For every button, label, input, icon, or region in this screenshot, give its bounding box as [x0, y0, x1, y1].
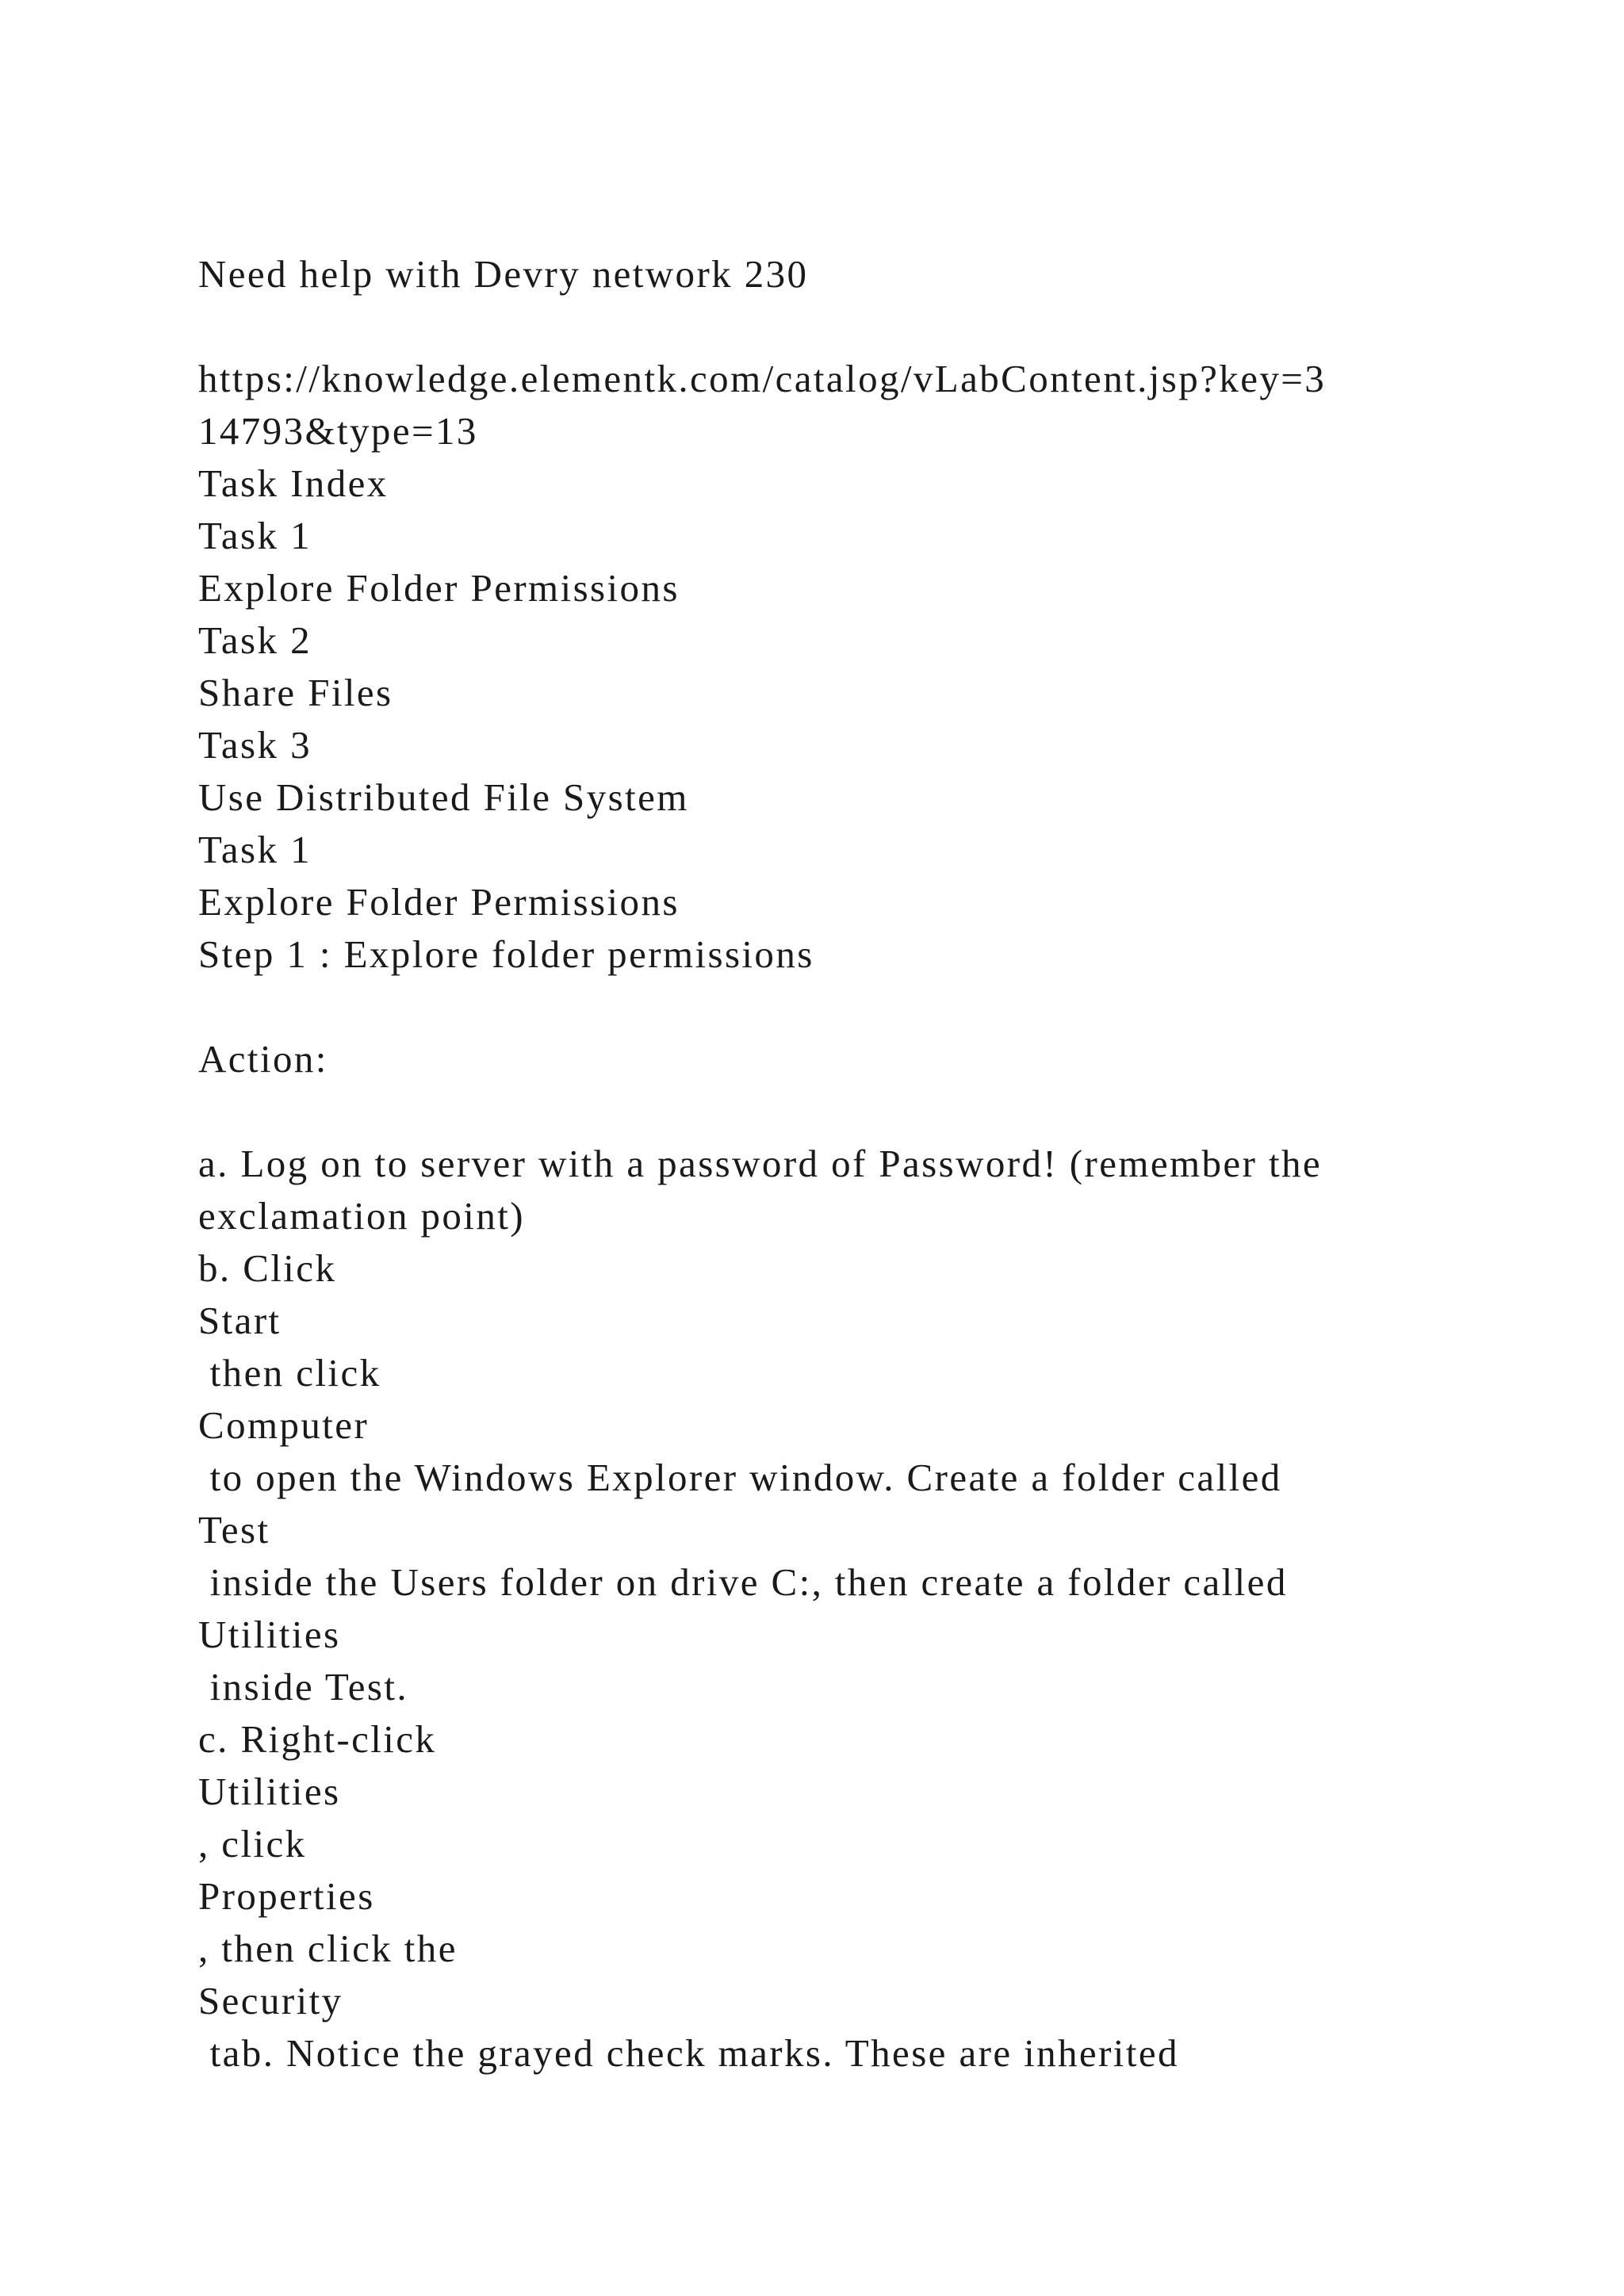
action-label: Action:	[198, 1037, 328, 1081]
instruction-line: Computer	[198, 1403, 370, 1447]
instruction-line: to open the Windows Explorer window. Create a folder called	[198, 1456, 1282, 1499]
instruction-line: b. Click	[198, 1246, 337, 1290]
lab-url-line-2: 14793&type=13	[198, 409, 478, 453]
task-2-label: Task 2	[198, 618, 312, 662]
task-1-label: Task 1	[198, 514, 312, 557]
task-index-heading: Task Index	[198, 461, 389, 505]
instruction-line: c. Right-click	[198, 1717, 437, 1761]
instruction-line: Test	[198, 1508, 270, 1552]
task-3-name: Use Distributed File System	[198, 775, 689, 819]
instruction-line: Utilities	[198, 1613, 341, 1656]
step-1-heading: Step 1 : Explore folder permissions	[198, 932, 814, 976]
instruction-line: exclamation point)	[198, 1194, 525, 1238]
task-2-name: Share Files	[198, 671, 393, 714]
instruction-line: inside Test.	[198, 1665, 409, 1709]
instruction-line: Properties	[198, 1874, 375, 1918]
task-1-section-label: Task 1	[198, 828, 312, 871]
instruction-line: , click	[198, 1822, 307, 1866]
instruction-line: then click	[198, 1351, 381, 1395]
instruction-line: a. Log on to server with a password of Password! (remember the	[198, 1142, 1323, 1185]
instruction-line: Security	[198, 1979, 343, 2022]
task-3-label: Task 3	[198, 723, 312, 767]
blank-line	[198, 1085, 1546, 1138]
document-body	[198, 248, 1546, 2080]
blank-line	[198, 300, 1546, 353]
task-1-section-name: Explore Folder Permissions	[198, 880, 680, 924]
instruction-line: Utilities	[198, 1770, 341, 1813]
task-1-name: Explore Folder Permissions	[198, 566, 680, 610]
instruction-line: Start	[198, 1299, 282, 1342]
instruction-line: tab. Notice the grayed check marks. These are inherited	[198, 2031, 1179, 2075]
instruction-line: inside the Users folder on drive C:, then create a folder called	[198, 1560, 1288, 1604]
blank-line	[198, 981, 1546, 1033]
document-title: Need help with Devry network 230	[198, 252, 809, 296]
instruction-line: , then click the	[198, 1927, 458, 1970]
lab-url-line-1: https://knowledge.elementk.com/catalog/vLabContent.jsp?key=3	[198, 357, 1327, 400]
